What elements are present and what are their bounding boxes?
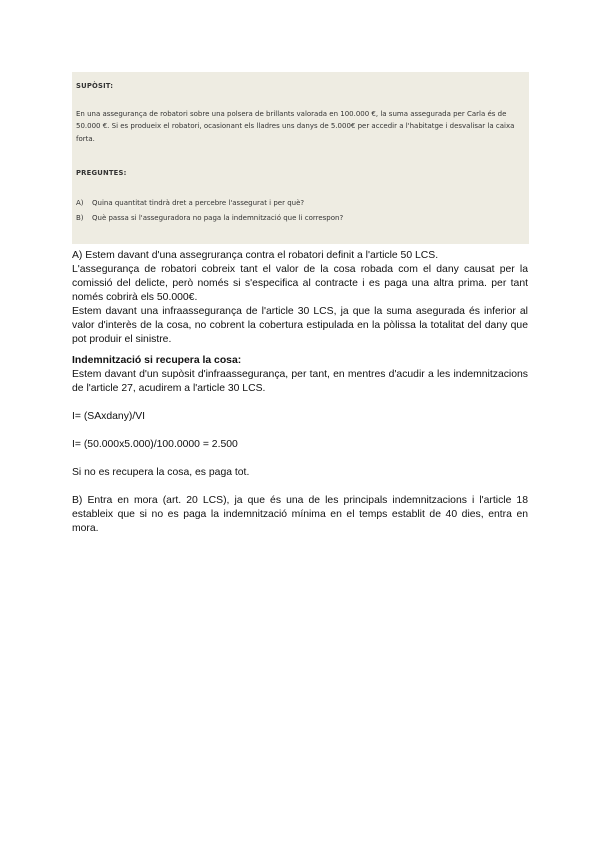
formula: I= (SAxdany)/VI bbox=[72, 411, 146, 422]
questions-heading: PREGUNTES: bbox=[76, 169, 127, 177]
answer-subheading: Indemnització si recupera la cosa: bbox=[72, 355, 242, 366]
answer-paragraph: Si no es recupera la cosa, es paga tot. bbox=[72, 467, 250, 478]
answer-paragraph: L'assegurança de robatori cobreix tant el valor de la cosa robada com el dany causat per la comissió del delicte, però només si s'especifica al contracte i es paga una altra prima. per tant només cobrirà els 50.000€. bbox=[72, 264, 528, 303]
case-box bbox=[72, 72, 529, 244]
answer-paragraph: Estem davant d'un supòsit d'infraassegurança, per tant, en mentres d'acudir a les indemnitzacions de l'article 27, acudirem a l'article 30 LCS. bbox=[72, 369, 528, 394]
case-scenario: En una assegurança de robatori sobre una polsera de brillants valorada en 100.000 €, la suma assegurada per Carla és de 50.000 €. Si es produeix el robatori, ocasionant els lladres uns danys de 5.000€ per accedir a l'habitatge i desvalisar la caixa forta. bbox=[76, 109, 515, 143]
question-marker: B) bbox=[76, 214, 84, 222]
question-item bbox=[76, 212, 525, 225]
answer-body bbox=[72, 249, 528, 536]
case-heading: SUPÒSIT: bbox=[76, 82, 114, 90]
question-marker: A) bbox=[76, 198, 84, 207]
calculation: I= (50.000x5.000)/100.0000 = 2.500 bbox=[72, 439, 238, 450]
question-text: Quina quantitat tindrà dret a percebre l'assegurat i per què? bbox=[92, 198, 305, 207]
answer-paragraph: Estem davant una infraassegurança de l'article 30 LCS, ja que la suma asegurada és inferior al valor d'interès de la cosa, no cobrent la cobertura estipulada en la pòlissa la totalitat del dany que pot produir el sinistre. bbox=[72, 306, 528, 345]
question-text: Què passa si l'asseguradora no paga la indemnització que li correspon? bbox=[92, 214, 344, 222]
answer-paragraph: A) Estem davant d'una assegrurança contra el robatori definit a l'article 50 LCS. bbox=[72, 250, 439, 261]
answer-paragraph: B) Entra en mora (art. 20 LCS), ja que és una de les principals indemnitzacions i l'article 18 estableix que si no es paga la indemnització mínima en el temps establit de 40 dies, entra en mora. bbox=[72, 495, 528, 534]
question-item bbox=[76, 197, 525, 210]
